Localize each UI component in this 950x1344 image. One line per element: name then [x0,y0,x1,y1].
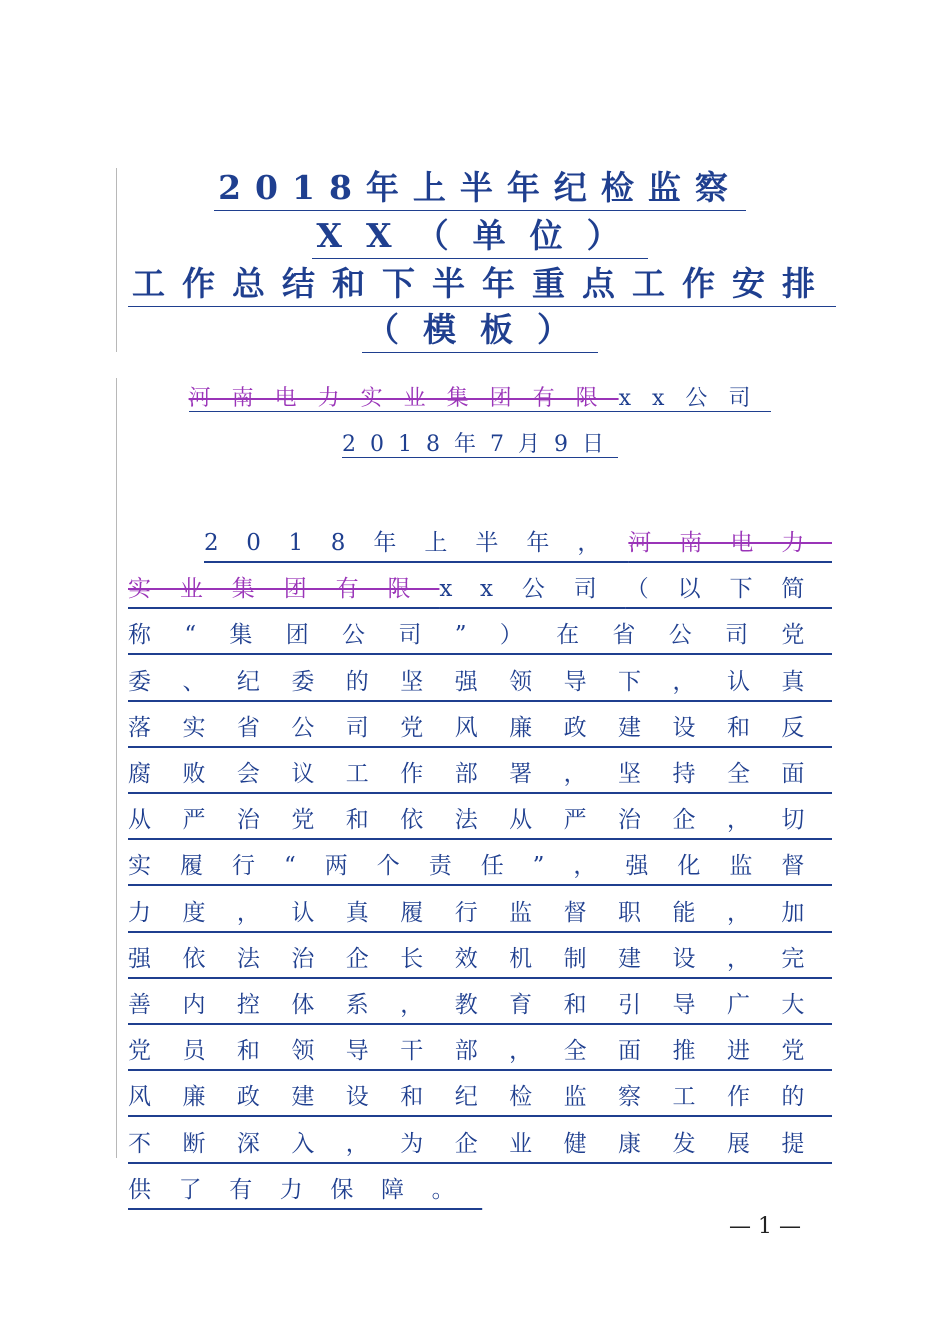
title-line-3: 工作总结和下半年重点工作安排 [128,264,832,304]
change-bar [116,168,117,352]
title-line-4: （模板） [128,310,832,350]
change-bar [116,378,117,1158]
body-deleted-text: 河南电力实业集团有限 [128,530,832,603]
body-prefix: 2018年上半年， [204,530,629,556]
title-line-2: XX（单位） [128,216,832,256]
body-paragraph [128,520,832,1213]
deleted-company-name: 河南电力实业集团有限 [188,386,619,411]
company-line [128,384,832,414]
inserted-company-name: xx公司 [618,386,772,411]
body-main-text: （以下简称“集团公司”）在省公司党委、纪委的坚强领导下，认真落实省公司党风廉政建设和反腐败会议工作部署，坚持全面从严治党和依法从严治企，切实履行“两个责任”，强化监督力度，认真履行监督职能，加强依法治企长效机制建设，完善内控体系，教育和引导广大党员和领导干部，全面推进党风廉政建设和纪检监察工作的不断深入，为企业健康发展提供了有力保障。 [128,576,832,1203]
date-line: 2018年7月9日 [342,432,618,457]
body-inserted-text: xx公司 [439,576,626,603]
title-line-1: 2018年上半年纪检监察 [128,168,832,208]
page-number: — 1 — [729,1214,801,1239]
